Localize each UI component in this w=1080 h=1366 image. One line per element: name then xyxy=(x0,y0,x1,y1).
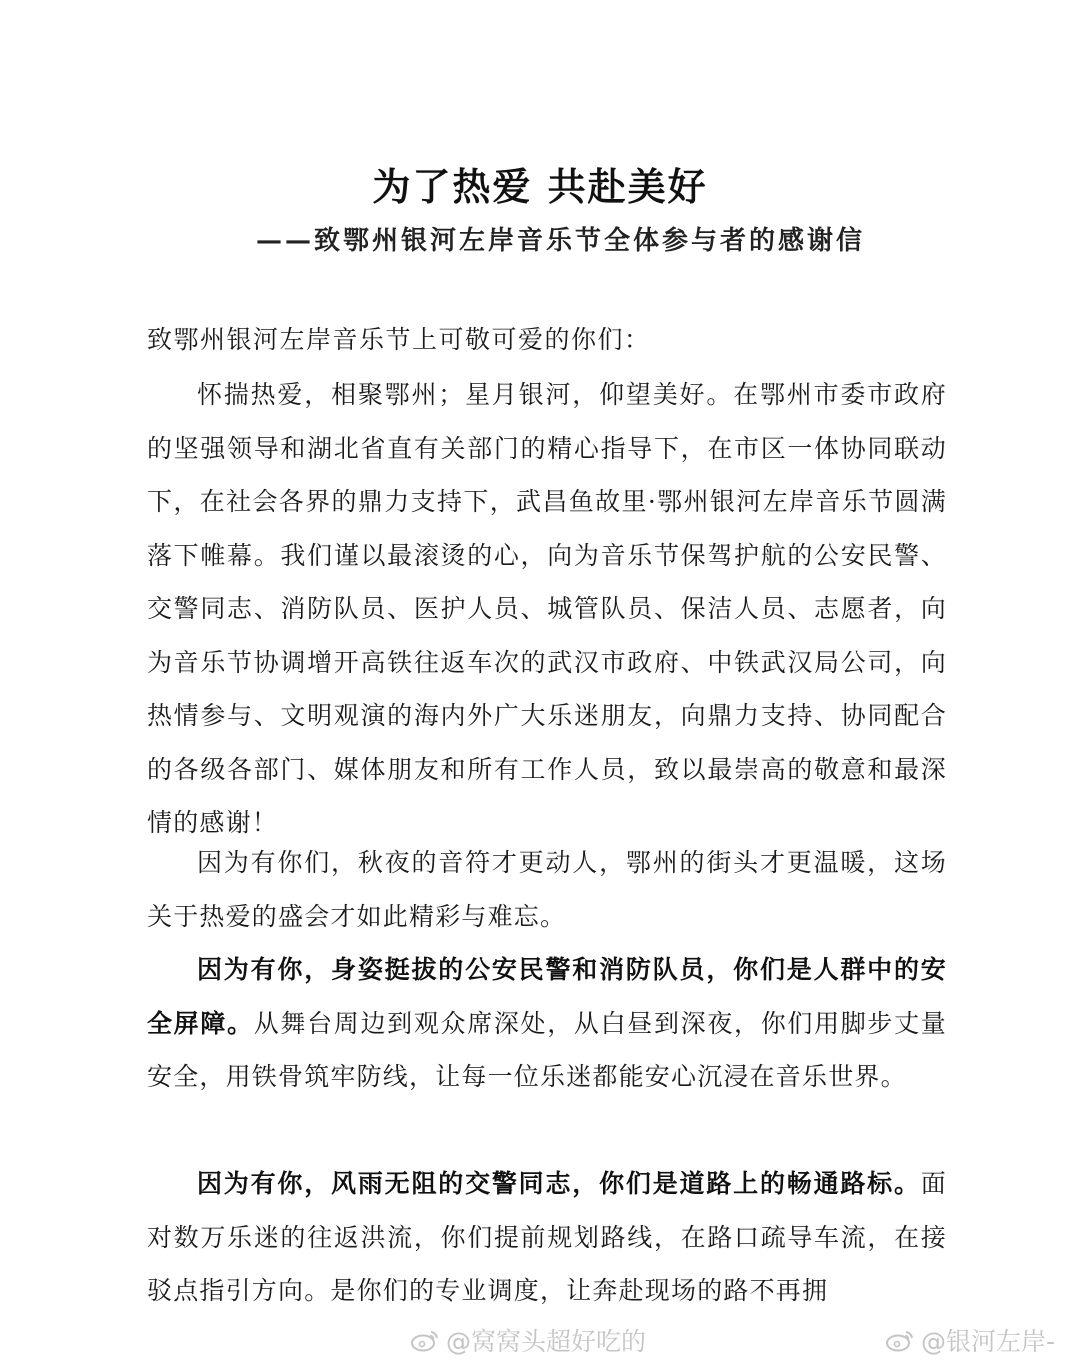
paragraph-1 xyxy=(147,368,947,850)
watermark-right xyxy=(885,1322,1055,1358)
paragraph-4 xyxy=(147,1157,947,1318)
letter-subtitle: ——致鄂州银河左岸音乐节全体参与者的感谢信 xyxy=(256,226,866,256)
weibo-icon xyxy=(410,1328,440,1352)
salutation: 致鄂州银河左岸音乐节上可敬可爱的你们： xyxy=(147,325,651,354)
watermark-left-text: @窝窝头超好吃的 xyxy=(446,1327,647,1356)
paragraph-1-text: 怀揣热爱，相聚鄂州；星月银河，仰望美好。在鄂州市委市政府的坚强领导和湖北省直有关部门的精心指导下，在市区一体协同联动下，在社会各界的鼎力支持下，武昌鱼故里·鄂州银河左岸音乐节圆满落下帷幕。我们谨以最滚烫的心，向为音乐节保驾护航的公安民警、交警同志、消防队员、医护人员、城管队员、保洁人员、志愿者，向为音乐节协调增开高铁往返车次的武汉市政府、中铁武汉局公司，向热情参与、文明观演的海内外广大乐迷朋友，向鼎力支持、协同配合的各级各部门、媒体朋友和所有工作人员，致以最崇高的敬意和最深情的感谢！ xyxy=(147,380,947,837)
watermark-left xyxy=(410,1322,646,1358)
letter-title: 为了热爱 共赴美好 xyxy=(372,164,708,209)
paragraph-3-body: 从舞台周边到观众席深处，从白昼到深夜，你们用脚步丈量安全，用铁骨筑牢防线，让每一位乐迷都能安心沉浸在音乐世界。 xyxy=(147,1008,947,1091)
paragraph-2-text: 因为有你们，秋夜的音符才更动人，鄂州的街头才更温暖，这场关于热爱的盛会才如此精彩与难忘。 xyxy=(147,848,947,931)
paragraph-3-text xyxy=(147,943,947,1104)
watermark-right-text: @银河左岸- xyxy=(921,1327,1056,1356)
weibo-icon xyxy=(885,1328,915,1352)
paragraph-3-lead: 因为有你，身姿挺拔的公安民警和消防队员，你们是人群中的安全屏障。 xyxy=(147,955,947,1038)
paragraph-4-lead: 因为有你，风雨无阻的交警同志，你们是道路上的畅通路标。 xyxy=(197,1169,921,1198)
paragraph-4-text xyxy=(147,1157,947,1318)
paragraph-4-body: 面对数万乐迷的往返洪流，你们提前规划路线，在路口疏导车流，在接驳点指引方向。是你们的专业调度，让奔赴现场的路不再拥 xyxy=(147,1169,947,1305)
paragraph-2 xyxy=(147,836,947,943)
paragraph-3 xyxy=(147,943,947,1104)
